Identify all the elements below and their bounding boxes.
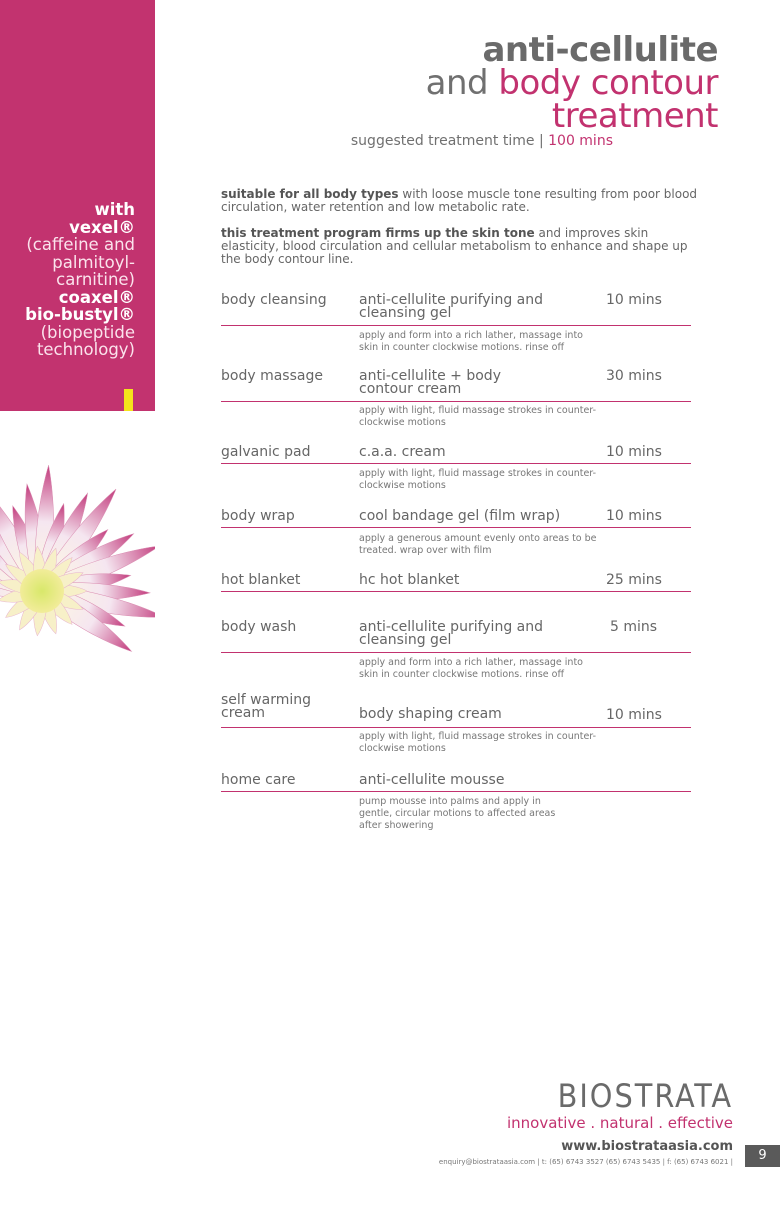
step-product: anti-cellulite purifying and cleansing gel [359, 619, 543, 648]
step-product: anti-cellulite + body contour cream [359, 368, 501, 397]
page-title [425, 30, 718, 136]
with-label: with [94, 200, 135, 219]
step-product: cool bandage gel (film wrap) [359, 508, 561, 524]
step-instructions: apply with light, fluid massage strokes in counter-clockwise motions [359, 731, 597, 754]
row-divider [221, 527, 691, 528]
step-instructions: apply a generous amount evenly onto areas to be treated. wrap over with film [359, 533, 597, 556]
step-product: anti-cellulite mousse [359, 772, 505, 788]
treatment-time [351, 133, 613, 149]
time-separator: | [538, 133, 544, 149]
step-duration: 10 mins [606, 292, 662, 308]
title-line-3: treatment [551, 96, 718, 136]
title-line-1: anti-cellulite [482, 30, 718, 70]
step-instructions: apply with light, fluid massage strokes in counter-clockwise motions [359, 405, 597, 428]
time-value: 100 mins [548, 133, 613, 149]
brand-logo: BIOSTRATA [557, 1077, 733, 1115]
step-product: anti-cellulite purifying and cleansing gel [359, 292, 543, 321]
step-name: body massage [221, 368, 323, 384]
ingredients-list [25, 201, 135, 359]
sidebar-panel [0, 0, 155, 411]
biobustyl-desc: (biopeptide [40, 322, 135, 342]
step-duration: 10 mins [606, 707, 662, 723]
step-duration: 10 mins [606, 444, 662, 460]
step-instructions: pump mousse into palms and apply in gentle, circular motions to affected areas after showering [359, 796, 556, 831]
step-product: hc hot blanket [359, 572, 460, 588]
step-name: hot blanket [221, 572, 301, 588]
step-name: self warming cream [221, 692, 312, 721]
biobustyl-desc: technology) [36, 340, 135, 359]
row-divider [221, 791, 691, 792]
title-line-2b: body contour [498, 63, 718, 103]
step-name: galvanic pad [221, 444, 311, 460]
vexel-label: vexel® [69, 217, 135, 237]
step-duration: 5 mins [610, 619, 658, 635]
intro-2-bold: this treatment program firms up the skin tone [221, 226, 535, 240]
row-divider [221, 652, 691, 653]
step-name: home care [221, 772, 296, 788]
yellow-accent-tab [124, 389, 133, 411]
step-product: body shaping cream [359, 706, 502, 722]
title-line-2a: and [425, 63, 489, 103]
coaxel-label: coaxel® [58, 287, 135, 307]
step-name: body wash [221, 619, 297, 635]
step-instructions: apply and form into a rich lather, massage into skin in counter clockwise motions. rinse off [359, 657, 583, 680]
biobustyl-label: bio-bustyl® [25, 305, 135, 324]
row-divider [221, 401, 691, 402]
step-name: body cleansing [221, 292, 327, 308]
time-label: suggested treatment time [350, 133, 535, 149]
row-divider [221, 727, 691, 728]
vexel-desc: palmitoyl- [52, 252, 135, 272]
row-divider [221, 463, 691, 464]
intro-paragraph-1 [221, 188, 701, 214]
intro-1-text: with loose muscle tone resulting from poor blood circulation, water retention and low metabolic rate. [221, 187, 698, 214]
step-product: c.a.a. cream [359, 444, 446, 460]
vexel-desc: (caffeine and [26, 235, 135, 254]
page-number: 9 [745, 1145, 780, 1167]
flower-image [0, 411, 155, 681]
row-divider [221, 591, 691, 592]
row-divider [221, 325, 691, 326]
website-link[interactable]: www.biostrataasia.com [561, 1139, 733, 1154]
contact-info: enquiry@biostrataasia.com | t: (65) 6743 3527 (65) 6743 5435 | f: (65) 6743 6021 | [438, 1158, 733, 1166]
step-duration: 10 mins [606, 508, 662, 524]
step-duration: 25 mins [606, 572, 662, 588]
brand-tagline: innovative . natural . effective [507, 1114, 733, 1132]
step-instructions: apply with light, fluid massage strokes in counter-clockwise motions [359, 468, 597, 491]
intro-2-text: and improves skin elasticity, blood circulation and cellular metabolism to enhance and shape up the body contour line. [221, 226, 688, 266]
intro-paragraph-2 [221, 227, 701, 266]
vexel-desc: carnitine) [56, 270, 135, 289]
step-duration: 30 mins [606, 368, 662, 384]
step-name: body wrap [221, 508, 295, 524]
step-instructions: apply and form into a rich lather, massage into skin in counter clockwise motions. rinse off [359, 330, 583, 353]
intro-1-bold: suitable for all body types [221, 187, 399, 201]
